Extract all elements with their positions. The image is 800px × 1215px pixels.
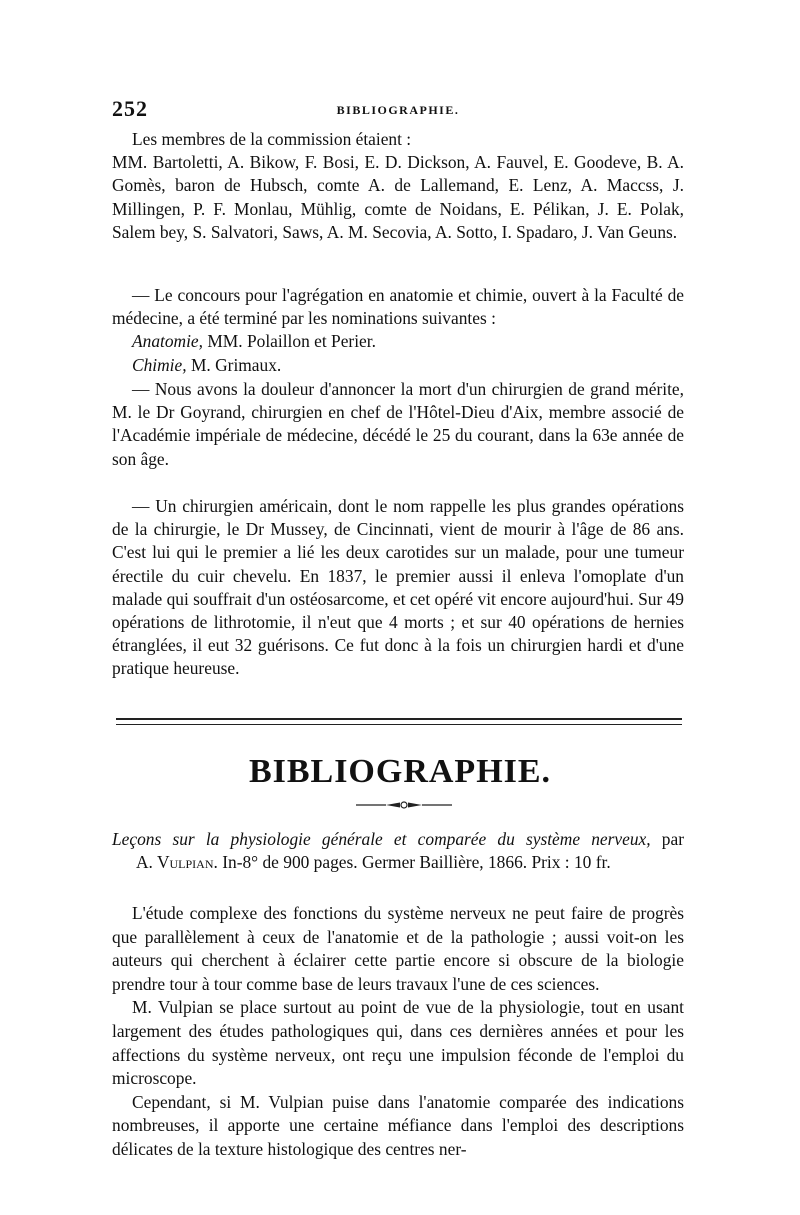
chimie-line [112,354,684,377]
book-author: A. Vulpian. [136,852,218,873]
section-rule-thin [116,724,682,725]
chimie-label: Chimie, [132,354,187,375]
page-number: 252 [112,96,148,121]
running-title: BIBLIOGRAPHIE. [336,103,460,117]
book-entry [112,828,684,874]
review-paragraph-3: Cependant, si M. Vulpian puise dans l'anatomie comparée des indications nombreuses, il apporte une certaine méfiance dans l'emploi des descriptions délicates de la texture histologique des centres ner- [112,1091,684,1159]
anatomie-line [112,330,684,353]
commission-paragraph [112,128,684,244]
anatomie-names: MM. Polaillon et Perier. [203,331,376,352]
book-title: Leçons sur la physiologie générale et comparée du système nerveux, [112,829,651,849]
chimie-names: M. Grimaux. [186,354,282,375]
concours-paragraph [112,284,684,377]
book-entry-line2 [112,851,684,874]
book-entry-line1 [112,828,684,851]
anatomie-label: Anatomie, [132,331,203,352]
review-text [112,902,684,1162]
running-head [112,96,684,124]
book-details: In-8° de 900 pages. Germer Baillière, 1866. Prix : 10 fr. [217,852,611,873]
commission-intro: Les membres de la commission étaient : [132,129,412,149]
obituary-text: — Nous avons la douleur d'annoncer la mort d'un chirurgien de grand mérite, M. le Dr Goyrand, chirurgien en chef de l'Hôtel-Dieu d'Aix, membre associé de l'Académie impériale de médecine, décédé le 25 du courant, dans la 63e année de son âge. [112,379,684,469]
review-paragraph-1: L'étude complexe des fonctions du système nerveux ne peut faire de progrès que parallèlement à ceux de l'anatomie et de la pathologie ; aussi voit-on les auteurs qui cherchent à éclairer cette partie encore si obscure de la biologie prendre tour à tour comme base de leurs travaux l'une de ces sciences. [112,903,684,994]
concours-text: — Le concours pour l'agrégation en anatomie et chimie, ouvert à la Faculté de médecine, a été terminé par les nominations suivantes : [112,285,684,329]
obituary-paragraph [112,378,684,471]
commission-members: MM. Bartoletti, A. Bikow, F. Bosi, E. D. Dickson, A. Fauvel, E. Goodeve, B. A. Gomès, baron de Hubsch, comte A. de Lallemand, E. Lenz, A. Maccss, J. Millingen, P. F. Monlau, Mühlig, comte de Noidans, E. Pélikan, J. E. Polak, Salem bey, S. Salvatori, Saws, A. M. Secovia, A. Sotto, I. Spadaro, J. Van Geuns. [112,152,684,242]
american-surgeon-paragraph [112,495,684,681]
review-paragraph-2: M. Vulpian se place surtout au point de vue de la physiologie, tout en usant largement des études pathologiques qui, dans ces dernières années et pour les affections du système nerveux, ont reçu une impulsion féconde de l'emploi du microscope. [112,997,684,1089]
section-title: BIBLIOGRAPHIE. [248,753,552,790]
book-by: par [650,829,684,849]
section-rule-thick [116,718,682,720]
american-surgeon-text: — Un chirurgien américain, dont le nom rappelle les plus grandes opérations de la chirurgie, le Dr Mussey, de Cincinnati, vient de mourir à l'âge de 86 ans. C'est lui qui le premier a lié les deux carotides sur un malade, pour une tumeur érectile du cuir chevelu. En 1837, le premier aussi il enleva l'omoplate d'un malade qui souffrait d'un ostéosarcome, et cet opéré vit encore aujourd'hui. Sur 49 opérations de lithrotomie, il n'eut que 4 morts ; et sur 40 opérations de hernies étranglées, il eut 32 guérisons. Ce fut donc à la fois un chirurgien hardi et d'une pratique heureuse. [112,496,684,679]
ornament-divider-icon [356,800,452,810]
